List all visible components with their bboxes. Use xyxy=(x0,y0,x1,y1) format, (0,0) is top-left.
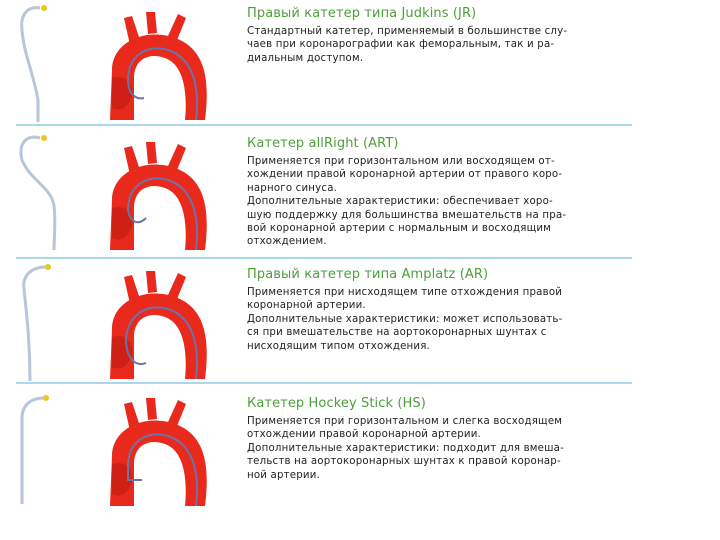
allright-catheter-icon xyxy=(0,126,235,251)
catheter-text xyxy=(247,396,627,482)
catheter-row-ar xyxy=(0,259,640,381)
catheter-text xyxy=(247,6,627,65)
catheter-title: Правый катетер типа Judkins (JR) xyxy=(247,6,477,21)
catheter-title: Катетер allRight (ART) xyxy=(247,136,399,151)
judkins-right-catheter-icon xyxy=(0,0,235,125)
catheter-row-hs xyxy=(0,384,640,510)
catheter-row-jr xyxy=(0,0,640,122)
hockey-stick-catheter-icon xyxy=(0,384,235,509)
catheter-text xyxy=(247,267,627,353)
amplatz-right-catheter-icon xyxy=(0,259,235,384)
catheter-description: Стандартный катетер, применяемый в большинстве слу- чаев при коронарографии как феморальным, так и ра- диальным доступом. xyxy=(247,26,568,64)
catheter-description: Применяется при горизонтальном и слегка восходящем отхождении правой коронарной артерии. Дополнительные характеристики: подходит для вмеша- тельств на аортокоронарных шунтах к правой коронар- ной артерии. xyxy=(247,416,564,481)
catheter-title: Катетер Hockey Stick (HS) xyxy=(247,396,426,411)
catheter-description: Применяется при горизонтальном или восходящем от- хождении правой коронарной артерии от правого коро- нарного синуса. Дополнительные характеристики: обеспечивает хоро- шую поддержку для большинства вмешательств на пра- вой коронарной артерии с нормальным и восходящим отхождением. xyxy=(247,156,567,248)
catheter-row-art xyxy=(0,126,640,256)
catheter-title: Правый катетер типа Amplatz (AR) xyxy=(247,267,489,282)
catheter-text xyxy=(247,136,627,249)
catheter-description: Применяется при нисходящем типе отхождения правой коронарной артерии. Дополнительные характеристики: может использовать- ся при вмешательстве на аортокоронарных шунтах с нисходящим типом отхождения. xyxy=(247,287,563,352)
